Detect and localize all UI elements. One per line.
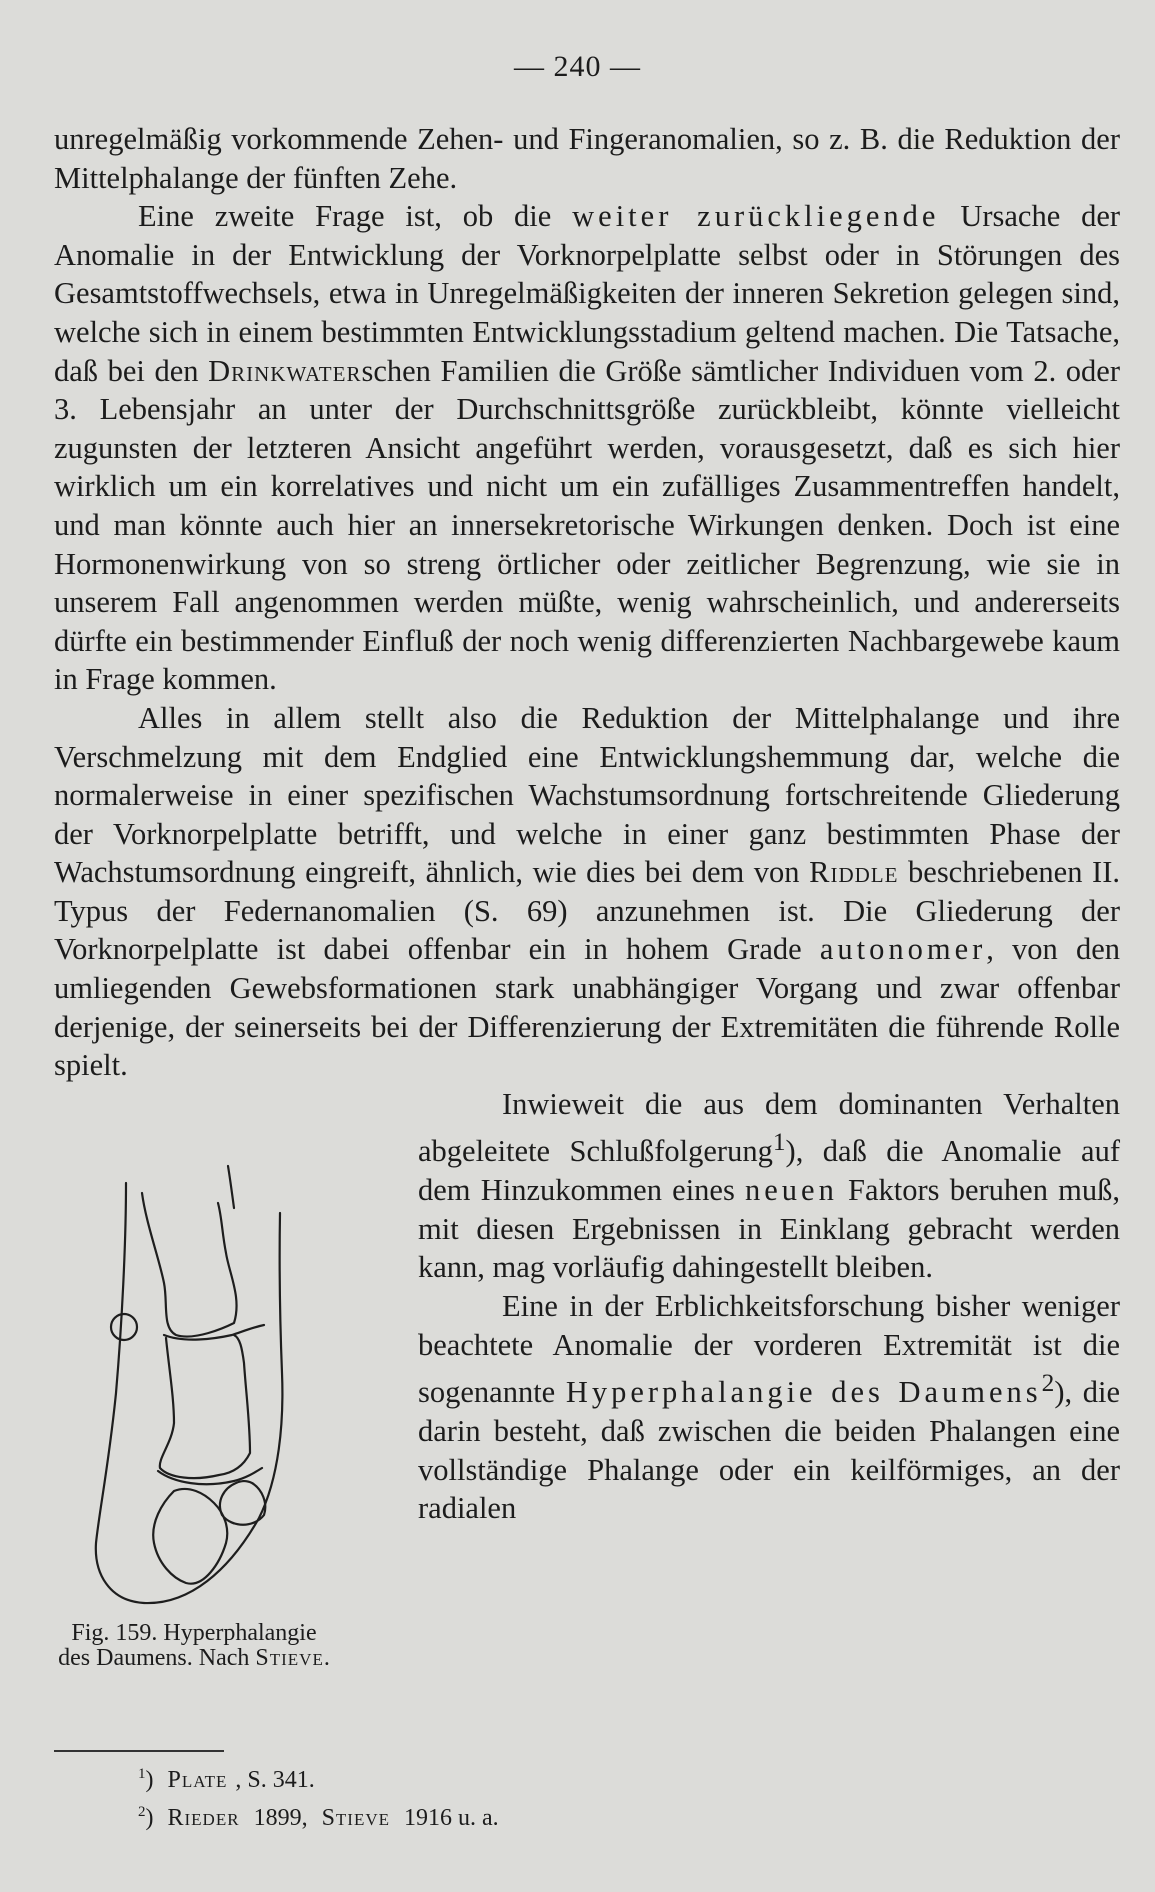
figure-159 <box>54 1123 354 1783</box>
emphasis: weiter zurückliegende <box>572 199 940 234</box>
figure-caption: Fig. 159. Hyperphalangie des Daumens. Nach Stieve. <box>58 1619 330 1671</box>
footnote-separator <box>54 1750 224 1752</box>
footnote-1: $^1$) Plate , S. 341. <box>138 1766 315 1793</box>
paragraph-5: Eine in der Erblichkeitsforschung bisher weniger beachtete Anomalie der vorderen Extremität ist die sogenannte Hyperphalangie des Daumens$^2$), die darin besteht, daß zwischen die beiden Phalangen eine vollständige Phalange oder ein keilförmiges, an der radialen <box>418 1288 1120 1526</box>
emphasis: neuen <box>745 1173 838 1208</box>
paragraph-1: unregelmäßig vorkommende Zehen- und Fingeranomalien, so z. B. die Reduktion der Mittelphalange der fünften Zehe. <box>54 122 1120 195</box>
emphasis: Hyperphalangie des Daumens <box>565 1375 1042 1410</box>
paragraph-2: Eine zweite Frage ist, ob die weiter zurückliegende Ursache der Anomalie in der Entwicklung der Vorknorpelplatte selbst oder in Störungen des Gesamtstoffwechsels, etwa in Unregelmäßigkeiten der inneren Sekretion gelegen sind, welche sich in einem bestimmten Entwicklungsstadium geltend machen. Die Tatsache, daß bei den Drinkwaterschen Familien die Größe sämtlicher Individuen vom 2. oder 3. Lebensjahr an unter der Durchschnittsgröße zurückbleibt, könnte vielleicht zugunsten der letzteren Ansicht angeführt werden, vorausgesetzt, daß es sich hier wirklich um ein korrelatives und nicht um ein zufälliges Zusammentreffen handelt, und man könnte auch hier an innersekretorische Wirkungen denken. Doch ist eine Hormonenwirkung von so streng örtlicher oder zeitlicher Begrenzung, wie sie in unserem Fall angenommen werden müßte, wenig wahrscheinlich, und andererseits dürfte ein bestimmender Einfluß der noch wenig differenzierten Nachbargewebe kaum in Frage kommen. <box>54 199 1121 697</box>
author-name: Drinkwater <box>208 353 362 388</box>
paragraph-3: Alles in allem stellt also die Reduktion der Mittelphalange und ihre Verschmelzung mit dem Endglied eine Entwicklungshemmung dar, welche die normalerweise in einer spezifischen Wachstumsordnung fortschreitende Gliederung der Vorknorpelplatte betrifft, und welche in einer ganz bestimmten Phase der Wachstumsordnung eingreift, ähnlich, wie dies bei dem von Riddle beschriebenen II. Typus der Federnanomalien (S. 69) anzunehmen ist. Die Gliederung der Vorknorpelplatte ist dabei offenbar ein in hohem Grade autonomer, von den umliegenden Gewebsformationen stark unabhängiger Vorgang und zwar offenbar derjenige, der seinerseits bei der Differenzierung der Extremitäten die führende Rolle spielt. <box>54 700 1120 1083</box>
footnotes <box>138 1758 507 1834</box>
body-text <box>54 120 1120 1783</box>
author-name: Riddle <box>809 855 899 890</box>
footnote-2: $^2$) Rieder 1899, Stieve 1916 u. a. <box>138 1804 499 1831</box>
page-number: — 240 — <box>514 50 641 83</box>
paragraph-4: Inwieweit die aus dem dominanten Verhalten abgeleitete Schlußfolgerung$^1$), daß die Anomalie auf dem Hinzukommen eines neuen Faktors beruhen muß, mit diesen Ergebnissen in Einklang gebracht werden kann, mag vorläufig dahingestellt bleiben. <box>418 1086 1120 1285</box>
thumb-bones-drawing-icon <box>54 1123 354 1623</box>
footnote-ref: 2 <box>1041 1369 1055 1398</box>
emphasis: autonomer <box>819 932 987 967</box>
footnote-ref: 1 <box>772 1128 786 1157</box>
